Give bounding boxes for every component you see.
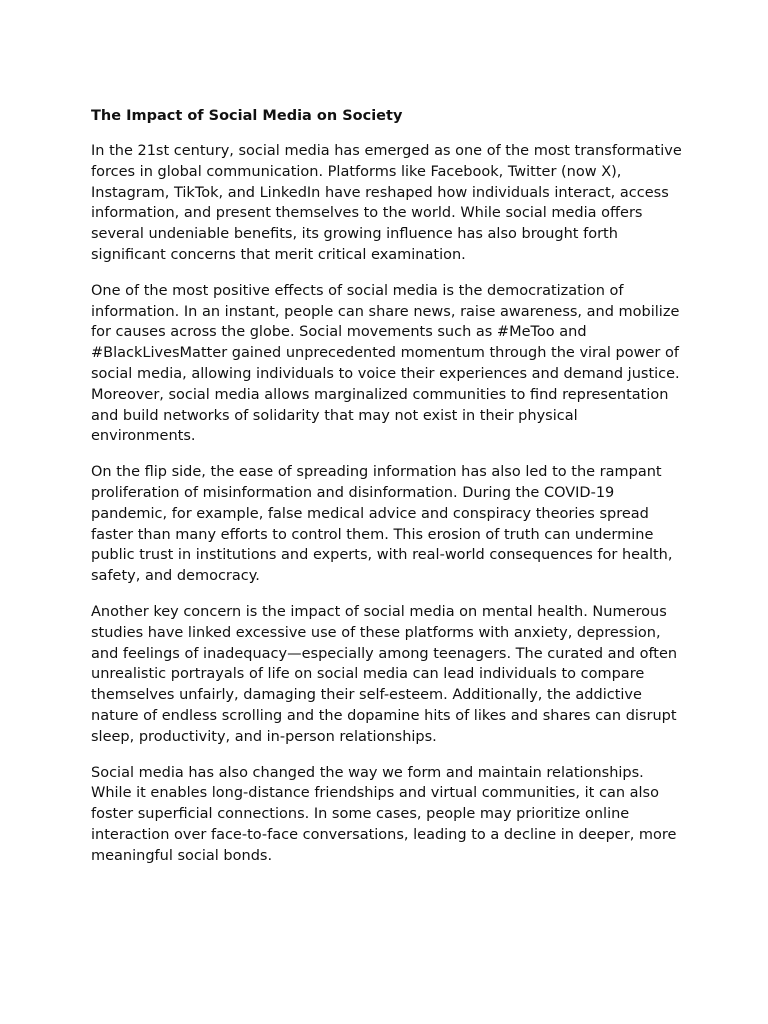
paragraph-relationships: Social media has also changed the way we form and maintain relationships. While it enables long-distance friendships and virtual communities, it can also foster superficial connections. In some cases, people may prioritize online interaction over face-to-face conversations, leading to a decline in deeper, more meaningful social bonds. [91, 764, 677, 864]
paragraph-misinformation: On the flip side, the ease of spreading information has also led to the rampant proliferation of misinformation and disinformation. During the COVID-19 pandemic, for example, false medical advice and conspiracy theories spread faster than many efforts to control them. This erosion of truth can undermine public trust in institutions and experts, with real-world consequences for health, safety, and democracy. [91, 464, 673, 585]
document-body [91, 106, 685, 882]
document-title: The Impact of Social Media on Society [91, 108, 403, 124]
paragraph-mental-health: Another key concern is the impact of social media on mental health. Numerous studies have linked excessive use of these platforms with anxiety, depression, and feelings of inadequacy—especially among teenagers. The curated and often unrealistic portrayals of life on social media can lead individuals to compare themselves unfairly, damaging their self-esteem. Additionally, the addictive nature of endless scrolling and the dopamine hits of likes and shares can disrupt sleep, productivity, and in-person relationships. [91, 603, 678, 745]
paragraph-democratization: One of the most positive effects of social media is the democratization of information. In an instant, people can share news, raise awareness, and mobilize for causes across the globe. Social movements such as #MeToo and #BlackLivesMatter gained unprecedented momentum through the viral power of social media, allowing individuals to voice their experiences and demand justice. Moreover, social media allows marginalized communities to find representation and build networks of solidarity that may not exist in their physical environments. [91, 282, 680, 445]
paragraph-intro: In the 21st century, social media has emerged as one of the most transformative forces in global communication. Platforms like Facebook, Twitter (now X), Instagram, TikTok, and LinkedIn have reshaped how individuals interact, access information, and present themselves to the world. While social media offers several undeniable benefits, its growing influence has also brought forth significant concerns that merit critical examination. [91, 143, 682, 263]
